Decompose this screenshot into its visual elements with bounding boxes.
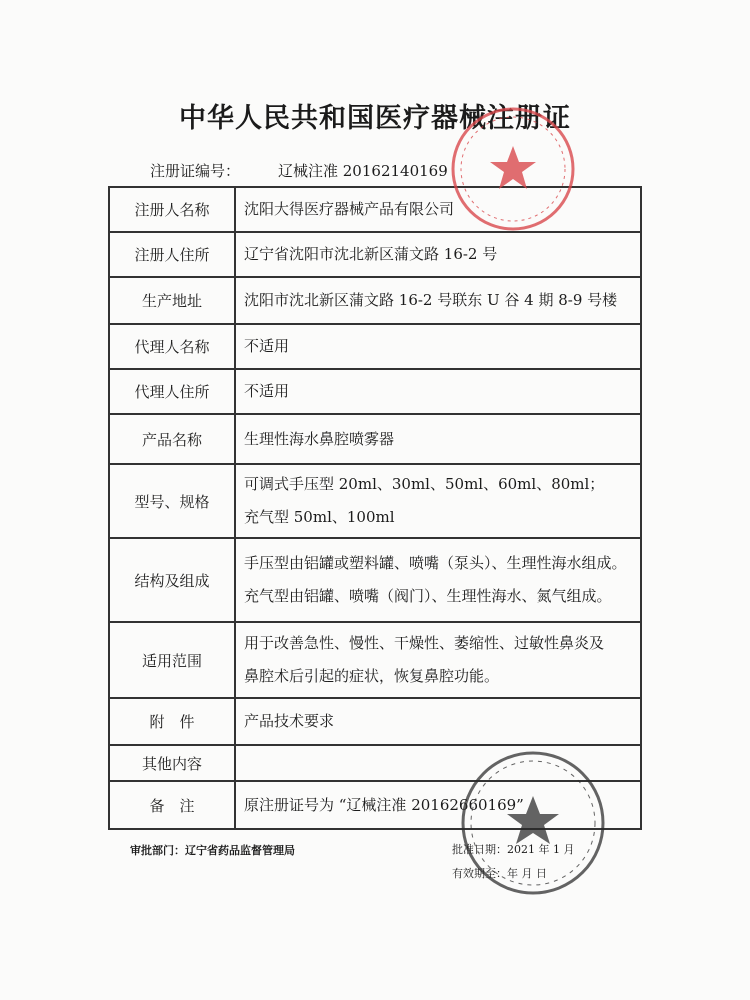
approval-date-label: 批准日期： (452, 843, 507, 856)
approval-date-value: 2021 年 1 月 (507, 843, 575, 856)
field-value (235, 538, 641, 622)
field-value-line: 辽宁省沈阳市沈北新区蒲文路 16-2 号 (244, 245, 498, 263)
valid-until-label: 有效期至： (452, 867, 507, 880)
valid-until-value: 年 月 日 (507, 867, 547, 880)
approval-department (130, 842, 295, 858)
field-value (235, 698, 641, 745)
field-value-line: 生理性海水鼻腔喷雾器 (244, 429, 395, 448)
table-row (109, 538, 641, 622)
field-value (235, 464, 641, 538)
government-seal-icon (458, 748, 608, 898)
field-label: 备 注 (109, 781, 235, 829)
field-label: 附 件 (109, 698, 235, 745)
field-label: 注册人名称 (109, 187, 235, 232)
table-row (109, 464, 641, 538)
field-value (235, 187, 641, 232)
table-row (109, 414, 641, 464)
table-row (109, 698, 641, 745)
document-title: 中华人民共和国医疗器械注册证 (179, 103, 571, 134)
table-row (109, 277, 641, 324)
field-value-line: 可调式手压型 20ml、30ml、50ml、60ml、80ml； (244, 475, 605, 493)
field-value-line: 手压型由铝罐或塑料罐、喷嘴（泵头）、生理性海水组成。 (244, 554, 627, 572)
approval-department-value: 辽宁省药品监督管理局 (185, 844, 295, 857)
field-value-line: 鼻腔术后引起的症状，恢复鼻腔功能。 (244, 667, 500, 685)
field-value (235, 277, 641, 324)
field-value (235, 414, 641, 464)
approval-department-label: 审批部门： (130, 844, 185, 857)
field-label: 代理人住所 (109, 369, 235, 414)
field-label: 其他内容 (109, 745, 235, 781)
field-label: 生产地址 (109, 277, 235, 324)
field-value (235, 369, 641, 414)
table-row (109, 622, 641, 698)
field-value (235, 622, 641, 698)
field-value-line: 充气型由铝罐、喷嘴（阀门）、生理性海水、氮气组成。 (244, 587, 612, 605)
field-value-line: 不适用 (244, 382, 290, 400)
registration-info-table (108, 186, 642, 830)
field-label: 结构及组成 (109, 538, 235, 622)
certificate-number (150, 160, 448, 181)
field-value-line: 沈阳市沈北新区蒲文路 16-2 号联东 U 谷 4 期 8-9 号楼 (244, 291, 618, 309)
certificate-number-label: 注册证编号： (150, 162, 241, 180)
field-value-line: 沈阳大得医疗器械产品有限公司 (244, 200, 455, 218)
table-row (109, 232, 641, 277)
field-label: 代理人名称 (109, 324, 235, 369)
field-value-line: 原注册证号为 “辽械注准 20162660169” (244, 795, 524, 814)
field-value-line: 产品技术要求 (244, 712, 335, 730)
field-label: 型号、规格 (109, 464, 235, 538)
table-row (109, 369, 641, 414)
field-value-line: 充气型 50ml、100ml (244, 508, 395, 526)
field-value-line: 用于改善急性、慢性、干燥性、萎缩性、过敏性鼻炎及 (244, 634, 605, 652)
field-value (235, 324, 641, 369)
field-value-line: 不适用 (244, 337, 290, 355)
field-label: 注册人住所 (109, 232, 235, 277)
field-value (235, 232, 641, 277)
table-row (109, 324, 641, 369)
certificate-number-value: 辽械注准 20162140169 (278, 162, 448, 180)
field-label: 适用范围 (109, 622, 235, 698)
field-label: 产品名称 (109, 414, 235, 464)
company-seal-icon (448, 104, 578, 234)
